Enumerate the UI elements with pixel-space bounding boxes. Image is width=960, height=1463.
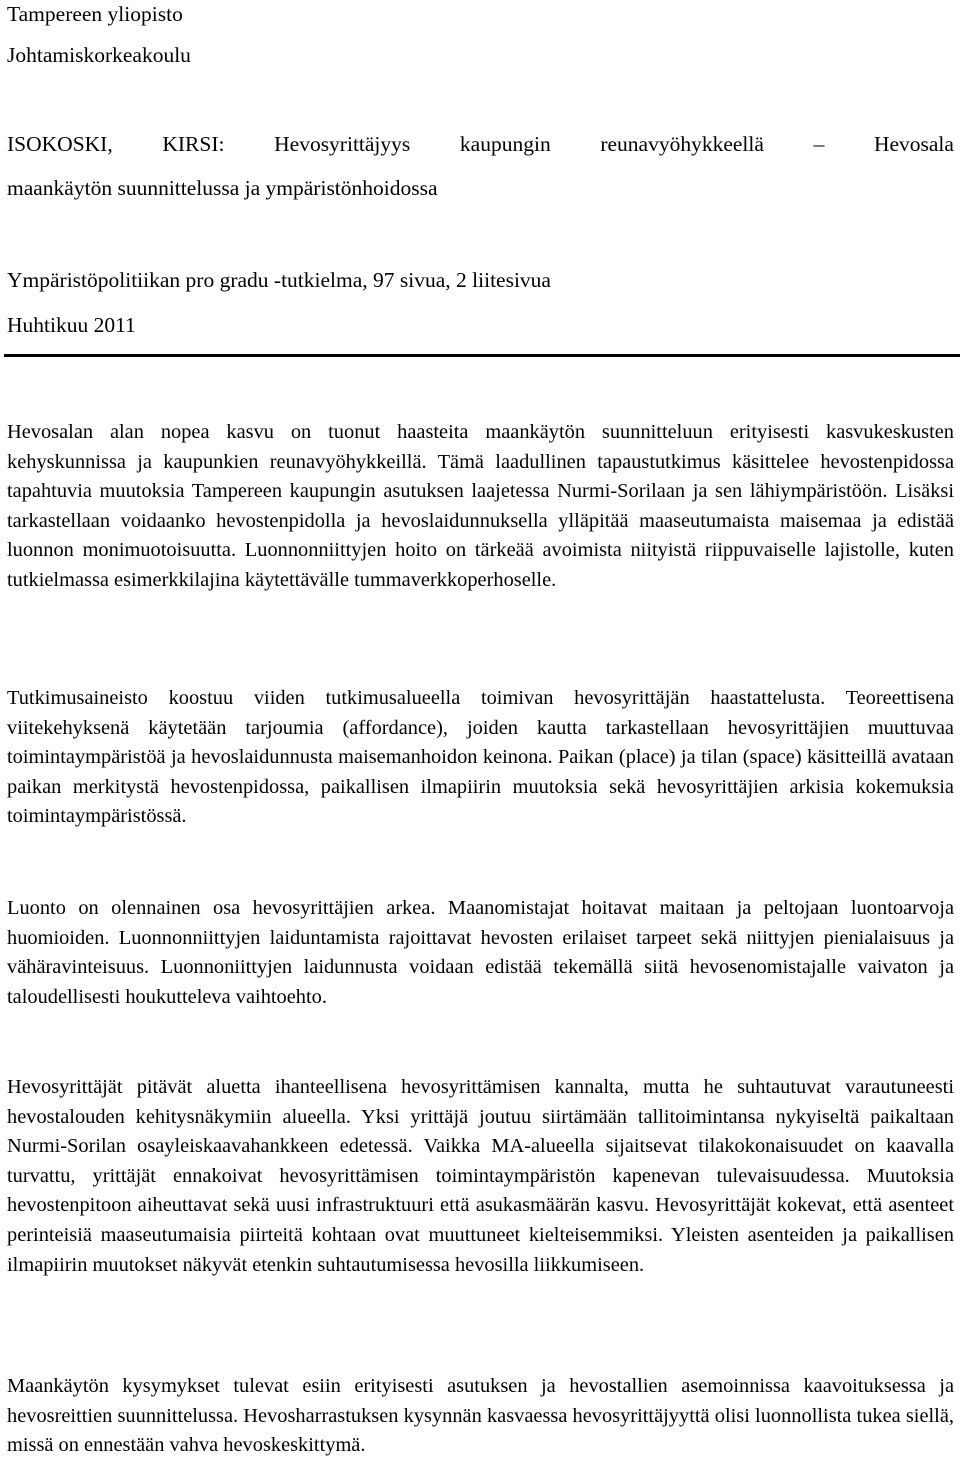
title-word: Hevosyrittäjyys <box>274 132 411 156</box>
program-info: Ympäristöpolitiikan pro gradu -tutkielma, 97 sivua, 2 liitesivua <box>7 268 551 292</box>
divider <box>4 354 960 357</box>
thesis-title-line-2: maankäytön suunnittelussa ja ympäristönhoidossa <box>7 176 438 200</box>
thesis-title-line-1 <box>7 130 954 158</box>
title-word: KIRSI: <box>162 132 225 156</box>
thesis-date: Huhtikuu 2011 <box>7 313 136 337</box>
abstract-paragraph-4: Hevosyrittäjät pitävät aluetta ihanteellisena hevosyrittämisen kannalta, mutta he suhtautuvat varautuneesti hevostalouden kehitysnäkymiin alueella. Yksi yrittäjä joutuu siirtämään tallitoimintansa nykyiseltä paikaltaan Nurmi-Sorilan osayleiskaavahankkeen edetessä. Vaikka MA-alueella sijaitsevat tilakokonaisuudet on kaavalla turvattu, yrittäjät ennakoivat hevosyrittämisen toimintaympäristön kapenevan tulevaisuudessa. Muutoksia hevostenpitoon aiheuttavat sekä uusi infrastruktuuri että asukasmäärän kasvu. Hevosyrittäjät kokevat, että asenteet perinteisiä maaseutumaisia piirteitä kohtaan ovat muuttuneet kielteisemmiksi. Yleisten asenteiden ja paikallisen ilmapiirin muutokset näkyvät etenkin suhtautumisessa hevosilla liikkumiseen. <box>7 1076 954 1276</box>
title-word: kaupungin <box>459 132 551 156</box>
school-name: Johtamiskorkeakoulu <box>7 43 191 67</box>
abstract-paragraph-5: Maankäytön kysymykset tulevat esiin erityisesti asutuksen ja hevostallien asemoinnissa kaavoituksessa ja hevosreittien suunnittelussa. Hevosharrastuksen kysynnän kasvaessa hevosyrittäjyyttä olisi luonnollista tukea siellä, missä on ennestään vahva hevoskeskittymä. <box>7 1375 954 1457</box>
title-word: – <box>813 132 825 156</box>
title-word: Hevosala <box>873 132 954 156</box>
university-name: Tampereen yliopisto <box>7 2 183 26</box>
abstract-paragraph-2: Tutkimusaineisto koostuu viiden tutkimusalueella toimivan hevosyrittäjän haastattelusta. Teoreettisena viitekehyksenä käytetään tarjoumia (affordance), joiden kautta tarkastellaan hevosyrittäjien muuttuvaa toimintaympäristöä ja hevoslaidunnusta maisemanhoidon keinona. Paikan (place) ja tilan (space) käsitteillä avataan paikan merkitystä hevostenpidossa, paikallisen ilmapiirin muutoksia sekä hevosyrittäjien arkisia kokemuksia toimintaympäristössä. <box>7 687 954 828</box>
abstract-paragraph-3: Luonto on olennainen osa hevosyrittäjien arkea. Maanomistajat hoitavat maitaan ja peltojaan luontoarvoja huomioiden. Luonnonniittyjen laiduntamista rajoittavat hevosten erilaiset tarpeet sekä niittyjen pienialaisuus ja vähäravinteisuus. Luonnoniittyjen laidunnusta voidaan edistää tekemällä siitä hevosenomistajalle vaivaton ja taloudellisesti houkutteleva vaihtoehto. <box>7 897 954 1008</box>
title-word: ISOKOSKI, <box>7 132 113 156</box>
abstract-paragraph-1: Hevosalan alan nopea kasvu on tuonut haasteita maankäytön suunnitteluun erityisesti kasvukeskusten kehyskunnissa ja kaupunkien reunavyöhykkeillä. Tämä laadullinen tapaustutkimus käsittelee hevostenpidossa tapahtuvia muutoksia Tampereen kaupungin asutuksen laajetessa Nurmi-Sorilaan ja sen lähiympäristöön. Lisäksi tarkastellaan voidaanko hevostenpidolla ja hevoslaidunnuksella ylläpitää maaseutumaista maisemaa ja edistää luonnon monimuotoisuutta. Luonnonniittyjen hoito on tärkeää avoimista niityistä riippuvaiselle lajistolle, kuten tutkielmassa esimerkkilajina käytettävälle tummaverkkoperhoselle. <box>7 421 954 591</box>
title-word: reunavyöhykkeellä <box>600 132 764 156</box>
